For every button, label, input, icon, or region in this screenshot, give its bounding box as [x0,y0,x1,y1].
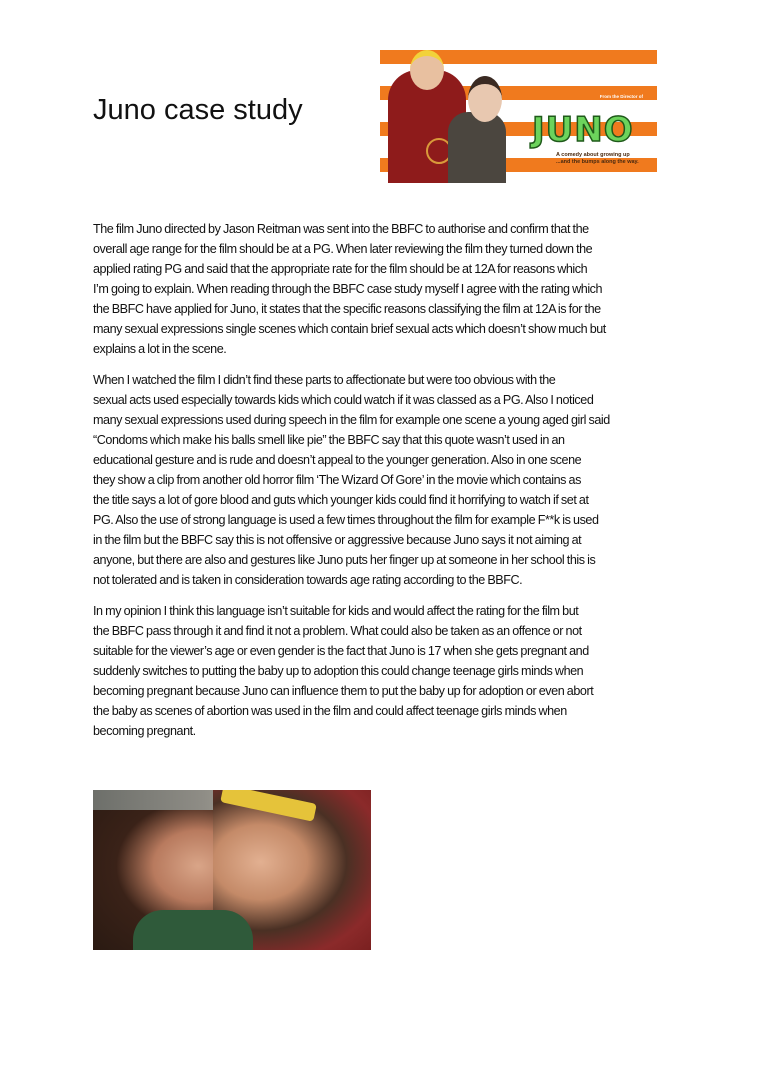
paragraph-1 [93,219,693,359]
text-line: explains a lot in the scene. [93,342,227,356]
text-line: the baby as scenes of abortion was used in the film and could affect teenage girls minds when [93,704,567,718]
text-line: anyone, but there are also and gestures like Juno puts her finger up at someone in her school this is [93,553,596,567]
text-line: In my opinion I think this language isn’t suitable for kids and would affect the rating for the film but [93,604,579,618]
text-line: applied rating PG and said that the appropriate rate for the film should be at 12A for reasons which [93,262,588,276]
text-line: “Condoms which make his balls smell like pie” the BBFC say that this quote wasn’t used in an [93,433,565,447]
text-line: the BBFC have applied for Juno, it states that the specific reasons classifying the film at 12A is for the [93,302,601,316]
paragraph-3 [93,601,693,741]
text-line: they show a clip from another old horror film ‘The Wizard Of Gore’ in the movie which contains as [93,473,581,487]
text-line: in the film but the BBFC say this is not offensive or aggressive because Juno says it not aiming at [93,533,582,547]
text-line: sexual acts used especially towards kids which could watch if it was classed as a PG. Also I noticed [93,393,594,407]
poster-tagline: A comedy about growing up ...and the bumps along the way. [556,152,639,165]
poster-director-credit: From the Director of "THANK YOU FOR SMOKING" [578,94,643,104]
text-line: The film Juno directed by Jason Reitman was sent into the BBFC to authorise and confirm that the [93,222,589,236]
text-line: the BBFC pass through it and find it not a problem. What could also be taken as an offence or not [93,624,582,638]
text-line: When I watched the film I didn’t find these parts to affectionate but were too obvious with the [93,373,556,387]
text-line: suitable for the viewer’s age or even gender is the fact that Juno is 17 when she gets pregnant and [93,644,589,658]
text-line: becoming pregnant. [93,724,196,738]
text-line: many sexual expressions single scenes which contain brief sexual acts which doesn’t show much but [93,322,606,336]
text-line: I’m going to explain. When reading through the BBFC case study myself I agree with the rating which [93,282,603,296]
page-title: Juno case study [93,94,303,126]
poster-logo: JUNO [532,110,634,150]
poster-girl-figure [448,112,506,183]
text-line: educational gesture and is rude and doesn’t appeal to the younger generation. Also in one scene [93,453,582,467]
text-line: PG. Also the use of strong language is used a few times throughout the film for example F**k is used [93,513,599,527]
text-line: many sexual expressions used during speech in the film for example one scene a young aged girl said [93,413,610,427]
text-line: the title says a lot of gore blood and guts which younger kids could find it horrifying to watch if set at [93,493,589,507]
juno-poster-image [380,50,657,183]
text-line: becoming pregnant because Juno can influence them to put the baby up for adoption or even abort [93,684,594,698]
film-still-photo [93,790,371,950]
text-line: not tolerated and is taken in consideration towards age rating according to the BBFC. [93,573,523,587]
text-line: suddenly switches to putting the baby up to adoption this could change teenage girls minds when [93,664,584,678]
paragraph-2 [93,370,693,590]
text-line: overall age range for the film should be at a PG. When later reviewing the film they turned down the [93,242,593,256]
